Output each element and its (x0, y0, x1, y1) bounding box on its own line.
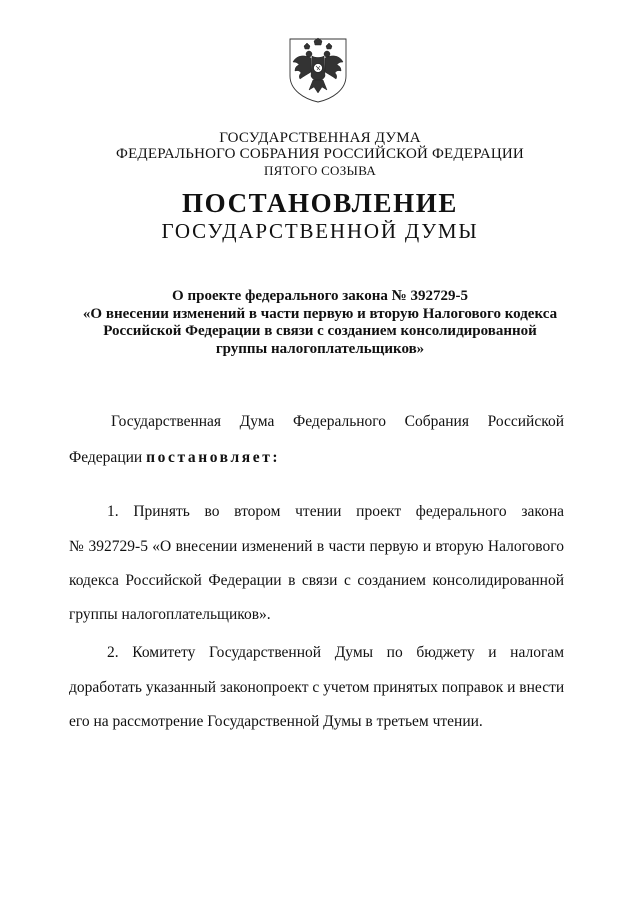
organization-parent-name: ФЕДЕРАЛЬНОГО СОБРАНИЯ РОССИЙСКОЙ ФЕДЕРАЦИИ (116, 146, 524, 162)
document-subtitle: ГОСУДАРСТВЕННОЙ ДУМЫ (161, 219, 479, 243)
preamble-text: Государственная Дума Федерального Собрания Российской (111, 413, 564, 430)
item-2-text: его на рассмотрение Государственной Думы в третьем чтении. (69, 713, 483, 730)
preamble-line (69, 449, 280, 467)
document-subject (40, 288, 600, 358)
preamble-text: Федерации (69, 449, 147, 466)
organization-name: ГОСУДАРСТВЕННАЯ ДУМА (219, 130, 421, 146)
item-2-line (69, 713, 483, 731)
item-2-text: 2. Комитету Государственной Думы по бюджету и налогам (107, 644, 564, 661)
item-2-text: доработать указанный законопроект с учетом принятых поправок и внести (69, 679, 565, 696)
item-1-line (69, 538, 564, 556)
convocation-label: ПЯТОГО СОЗЫВА (263, 163, 377, 178)
item-1-text: группы налогоплательщиков». (69, 606, 271, 623)
subject-line: О проекте федерального закона № 392729-5 (172, 288, 468, 304)
item-1-text: 1. Принять во втором чтении проект федерального закона (107, 503, 564, 520)
item-1-text: № 392729-5 «О внесении изменений в части первую и вторую Налогового (69, 538, 564, 555)
resolution-keyword: постановляет: (146, 449, 281, 466)
document-type-title: ПОСТАНОВЛЕНИЕ (182, 188, 458, 218)
item-1-line (69, 503, 564, 521)
subject-line: группы налогоплательщиков» (215, 340, 425, 357)
state-emblem-icon (287, 36, 349, 104)
subject-line: «О внесении изменений в части первую и вторую Налогового кодекса (82, 305, 558, 322)
item-2-line (69, 679, 564, 697)
subject-line: Российской Федерации в связи с созданием консолидированной (103, 323, 537, 339)
item-2-line (69, 644, 564, 662)
item-1-line (69, 606, 271, 624)
item-1-text: кодекса Российской Федерации в связи с созданием консолидированной (69, 572, 564, 589)
item-1-line (69, 572, 564, 590)
preamble-line (69, 413, 564, 431)
